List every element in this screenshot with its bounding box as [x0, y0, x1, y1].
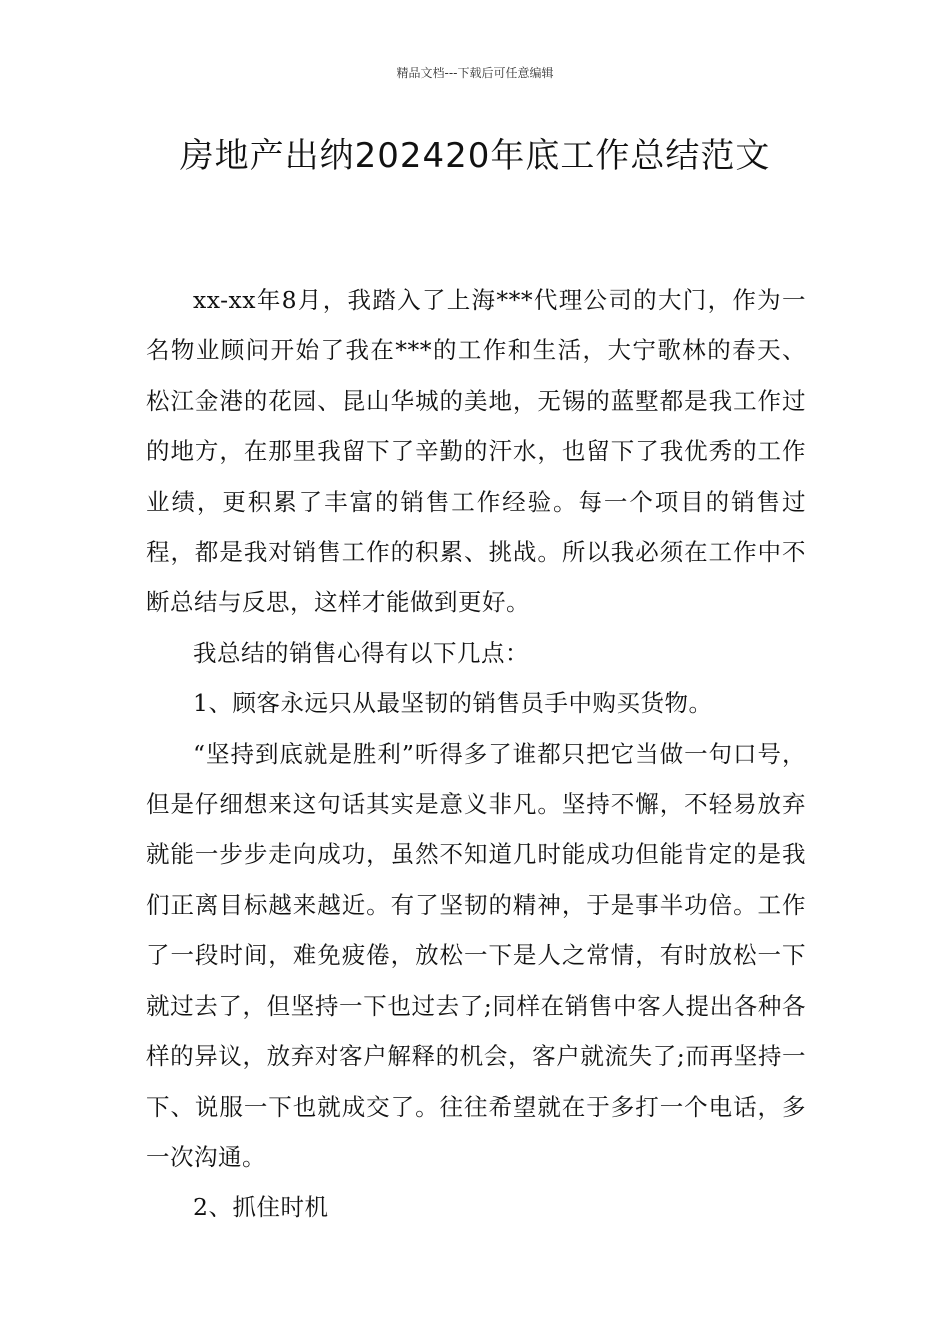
- header-note: 精品文档---下载后可任意编辑: [396, 66, 554, 80]
- document-title: 房地产出纳202420年底工作总结范文: [179, 136, 771, 176]
- paragraph-persistence: “坚持到底就是胜利”听得多了谁都只把它当做一句口号，但是仔细想来这句话其实是意义非凡。坚持不懈，不轻易放弃就能一步步走向成功，虽然不知道几时能成功但能肯定的是我们正离目标越来越近。有了坚韧的精神，于是事半功倍。工作了一段时间，难免疲倦，放松一下是人之常情，有时放松一下就过去了，但坚持一下也过去了;同样在销售中客人提出各种各样的异议，放弃对客户解释的机会，客户就流失了;而再坚持一下、说服一下也就成交了。往往希望就在于多打一个电话，多一次沟通。: [146, 739, 806, 1171]
- paragraph-summary-lead: 我总结的销售心得有以下几点：: [193, 638, 529, 667]
- paragraph-intro: xx-xx年8月，我踏入了上海***代理公司的大门，作为一名物业顾问开始了我在***的工作和生活，大宁歌林的春天、松江金港的花园、昆山华城的美地，无锡的蓝墅都是我工作过的地方，在那里我留下了辛勤的汗水，也留下了我优秀的工作业绩，更积累了丰富的销售工作经验。每一个项目的销售过程，都是我对销售工作的积累、挑战。所以我必须在工作中不断总结与反思，这样才能做到更好。: [146, 286, 806, 617]
- document-body: [146, 275, 806, 1233]
- paragraph-point-2: 2、抓住时机: [193, 1193, 329, 1222]
- paragraph-point-1: 1、顾客永远只从最坚韧的销售员手中购买货物。: [193, 689, 713, 718]
